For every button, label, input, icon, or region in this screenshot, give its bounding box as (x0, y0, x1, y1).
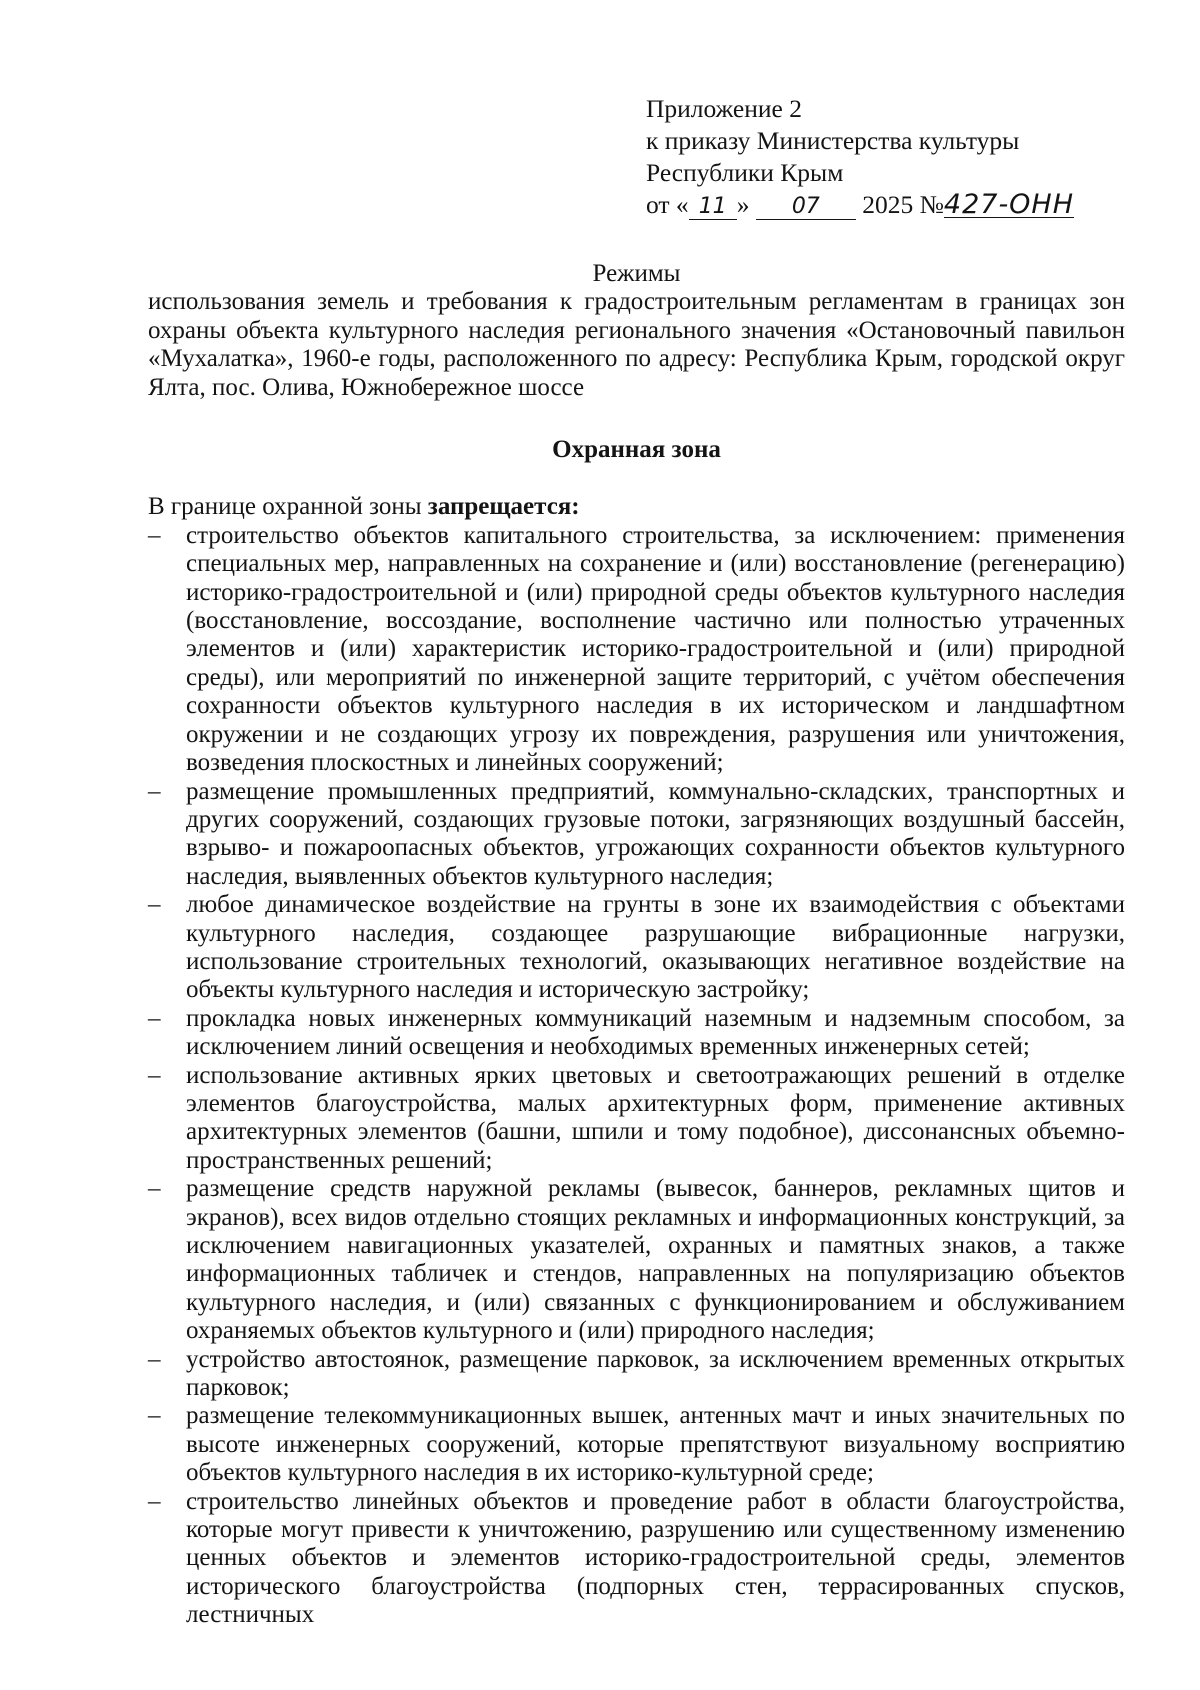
document-body (148, 260, 1125, 1630)
document-heading: Режимы (592, 260, 681, 287)
attachment-title: Приложение 2 (646, 94, 802, 123)
list-item: – размещение промышленных предприятий, коммунально-складских, транспортных и других сооружений, создающих грузовые потоки, загрязняющих воздушный бассейн, взрыво- и пожароопасных объектов, угрожающих сохранности объектов культурного наследия, выявленных объектов культурного наследия; (148, 778, 1125, 892)
list-item: – использование активных ярких цветовых и светоотражающих решений в отделке элементов благоустройства, малых архитектурных форм, применение активных архитектурных элементов (башни, шпили и тому подобное), диссонансных объемно-пространственных решений; (148, 1062, 1125, 1176)
list-item: – устройство автостоянок, размещение парковок, за исключением временных открытых парковок; (148, 1346, 1125, 1403)
list-item: – прокладка новых инженерных коммуникаций наземным и надземным способом, за исключением линий освещения и необходимых временных инженерных сетей; (148, 1005, 1125, 1062)
date-prefix: от « (646, 190, 689, 219)
list-item: – размещение телекоммуникационных вышек, антенных мачт и иных значительных по высоте инженерных сооружений, которые препятствуют визуальному восприятию объектов культурного наследия в их историко-культурной среде; (148, 1402, 1125, 1487)
attachment-order-ref: к приказу Министерства культуры (646, 126, 1020, 155)
section-title: Охранная зона (552, 436, 721, 464)
date-day-handwritten: 11 (689, 195, 737, 220)
prohibitions-list (148, 522, 1125, 1630)
intro-line (148, 493, 1125, 521)
list-item: – строительство линейных объектов и проведение работ в области благоустройства, которые могут привести к уничтожению, разрушению или существенному изменению ценных объектов и элементов историко-градостроительной среды, элементов исторического благоустройства (подпорных стен, террасированных спусков, лестничных (148, 1488, 1125, 1630)
attachment-republic: Республики Крым (646, 158, 844, 187)
attachment-date-line (646, 189, 1074, 221)
intro-bold: запрещается: (427, 493, 580, 521)
order-number-handwritten: 427-ОНН (943, 189, 1075, 220)
list-item: – строительство объектов капитального строительства, за исключением: применения специальных мер, направленных на сохранение и (или) восстановление (регенерацию) историко-градостроительной и (или) природной среды объектов культурного наследия (восстановление, воссоздание, восполнение частично или полностью утраченных элементов и (или) характеристик историко-градостроительной и (или) природной среды), или мероприятий по инженерной защите территорий, с учётом обеспечения сохранности объектов культурного наследия в их историческом и ландшафтном окружении и не создающих угрозу их повреждения, разрушения или уничтожения, возведения плоскостных и линейных сооружений; (148, 522, 1125, 778)
attachment-block (646, 93, 1074, 221)
date-month-handwritten: 07 (756, 195, 856, 220)
list-item: – размещение средств наружной рекламы (вывесок, баннеров, рекламных щитов и экранов), всех видов отдельно стоящих рекламных и информационных конструкций, за исключением навигационных указателей, охранных и памятных знаков, а также информационных табличек и стендов, направленных на популяризацию объектов культурного наследия, и (или) связанных с функционированием и обслуживанием охраняемых объектов культурного и (или) природного наследия; (148, 1175, 1125, 1345)
document-subtitle: использования земель и требования к градостроительным регламентам в границах зон охраны объекта культурного наследия регионального значения «Остановочный павильон «Мухалатка», 1960-е годы, расположенного по адресу: Республика Крым, городской округ Ялта, пос. Олива, Южнобережное шоссе (148, 288, 1125, 401)
list-item: – любое динамическое воздействие на грунты в зоне их взаимодействия с объектами культурного наследия, создающее разрушающие вибрационные нагрузки, использование строительных технологий, оказывающих негативное воздействие на объекты культурного наследия и историческую застройку; (148, 891, 1125, 1005)
date-year: 2025 № (862, 190, 944, 219)
date-mid: » (736, 190, 750, 219)
intro-text: В границе охранной зоны (148, 493, 428, 521)
